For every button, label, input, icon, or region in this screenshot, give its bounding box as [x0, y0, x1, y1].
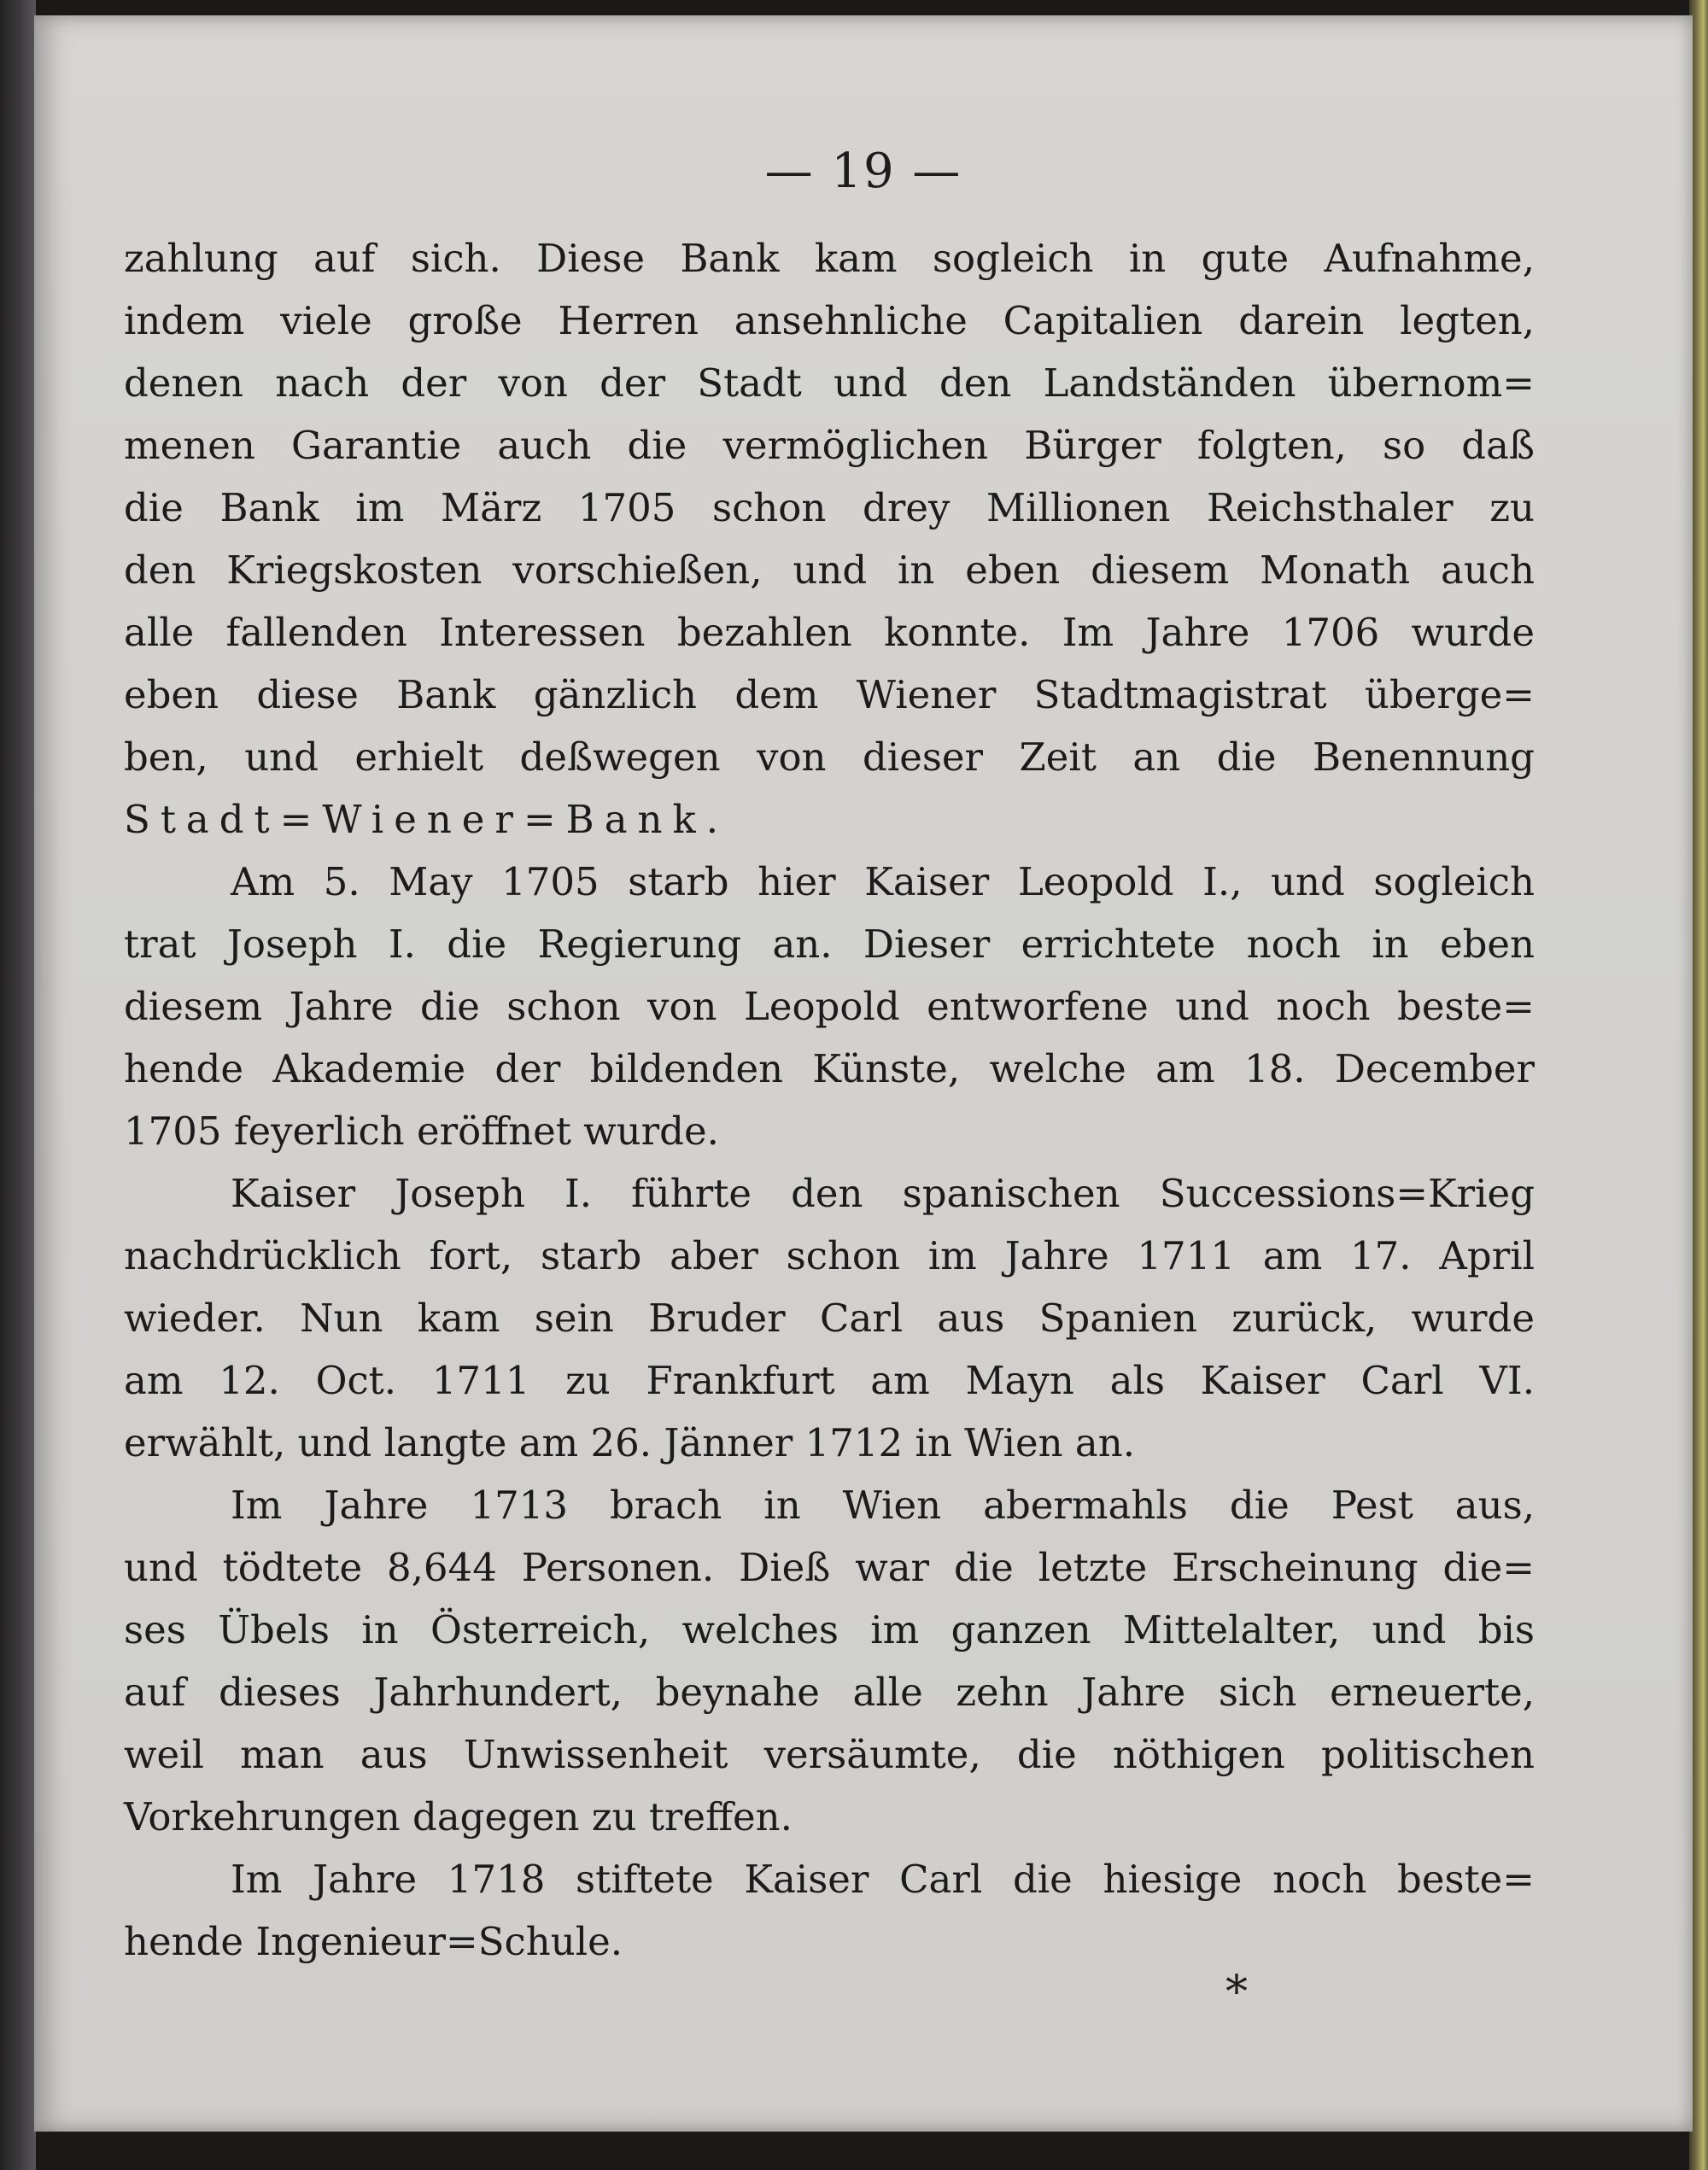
- page-sheet: [34, 15, 1693, 2132]
- text-line: auf dieses Jahrhundert, beynahe alle zehn Jahre sich erneuerte,: [124, 1670, 1535, 1715]
- text-line: weil man aus Unwissenheit versäumte, die nöthigen politischen: [124, 1732, 1535, 1777]
- text-line: Kaiser Joseph I. führte den spanischen Successions=Krieg: [231, 1171, 1535, 1216]
- body-text: [124, 227, 1535, 1973]
- text-line: 1705 feyerlich eröffnet wurde.: [124, 1108, 719, 1154]
- text-line: indem viele große Herren ansehnliche Capitalien darein legten,: [124, 298, 1535, 343]
- text-line: alle fallenden Interessen bezahlen konnte. Im Jahre 1706 wurde: [124, 610, 1535, 655]
- text-line: Im Jahre 1718 stiftete Kaiser Carl die hiesige noch beste=: [231, 1857, 1535, 1902]
- text-line: diesem Jahre die schon von Leopold entworfene und noch beste=: [124, 984, 1535, 1029]
- text-line: hende Akademie der bildenden Künste, welche am 18. December: [124, 1046, 1535, 1091]
- text-line: Am 5. May 1705 starb hier Kaiser Leopold I., und sogleich: [231, 859, 1535, 904]
- text-line: und tödtete 8,644 Personen. Dieß war die letzte Erscheinung die=: [124, 1545, 1535, 1590]
- text-line: Vorkehrungen dagegen zu treffen.: [124, 1794, 793, 1840]
- text-line: am 12. Oct. 1711 zu Frankfurt am Mayn als Kaiser Carl VI.: [124, 1358, 1535, 1403]
- text-line: erwählt, und langte am 26. Jänner 1712 in Wien an.: [124, 1420, 1135, 1465]
- text-line: Stadt=Wiener=Bank.: [124, 797, 729, 842]
- text-line: eben diese Bank gänzlich dem Wiener Stadtmagistrat überge=: [124, 672, 1535, 717]
- text-line: Im Jahre 1713 brach in Wien abermahls die Pest aus,: [231, 1483, 1535, 1528]
- text-line: wieder. Nun kam sein Bruder Carl aus Spanien zurück, wurde: [124, 1296, 1535, 1341]
- text-line: denen nach der von der Stadt und den Landständen übernom=: [124, 360, 1535, 406]
- text-line: den Kriegskosten vorschießen, und in eben diesem Monath auch: [124, 547, 1535, 593]
- text-line: hende Ingenieur=Schule.: [124, 1919, 623, 1964]
- text-line: die Bank im März 1705 schon drey Millionen Reichsthaler zu: [124, 485, 1535, 530]
- page-number: — 19 —: [764, 143, 962, 199]
- book-spine: [0, 0, 36, 2170]
- text-line: menen Garantie auch die vermöglichen Bürger folgten, so daß: [124, 423, 1535, 468]
- text-line: ben, und erhielt deßwegen von dieser Zeit an die Benennung: [124, 734, 1535, 780]
- asterisk-ornament: *: [1225, 1967, 1248, 2018]
- text-line: ses Übels in Österreich, welches im ganzen Mittelalter, und bis: [124, 1607, 1535, 1652]
- text-line: trat Joseph I. die Regierung an. Dieser errichtete noch in eben: [124, 921, 1535, 967]
- text-line: nachdrücklich fort, starb aber schon im Jahre 1711 am 17. April: [124, 1233, 1535, 1278]
- text-line: zahlung auf sich. Diese Bank kam sogleich in gute Aufnahme,: [124, 236, 1535, 281]
